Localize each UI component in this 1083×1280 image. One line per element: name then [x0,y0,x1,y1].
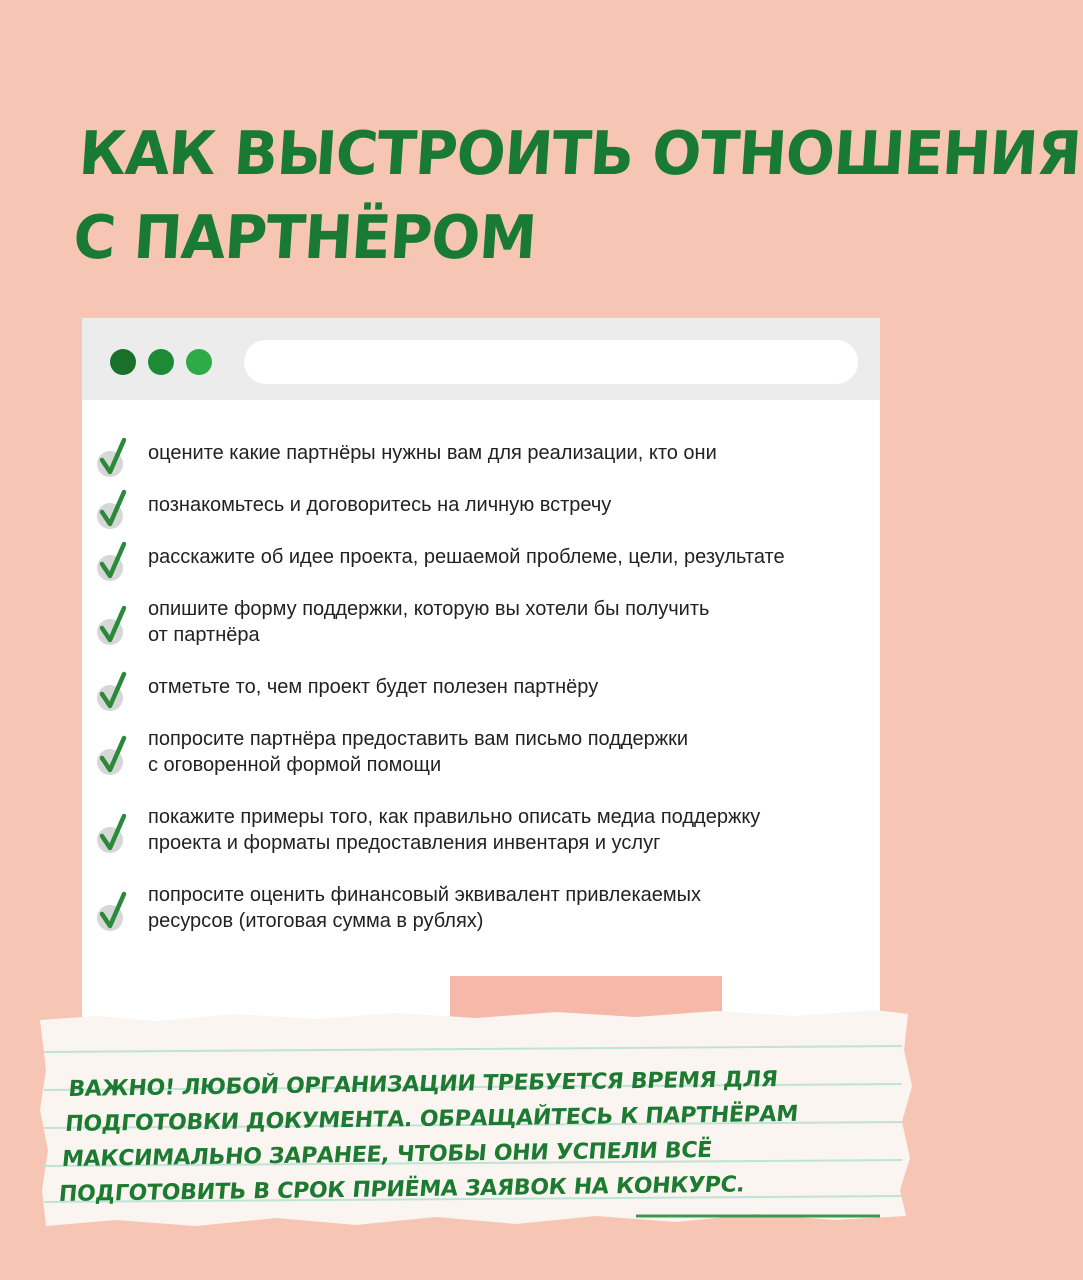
checklist-item-text: попросите оценить финансовый эквивалент привлекаемых ресурсов (итоговая сумма в рублях) [148,884,702,932]
checklist-item [148,440,878,466]
checklist-item [148,492,878,518]
checkmark-icon [96,604,136,648]
checklist-item [148,674,878,700]
checklist-item [148,882,878,934]
checklist-item [148,804,878,856]
page-title-line1: КАК ВЫСТРОИТЬ ОТНОШЕНИЯ [76,119,1083,189]
checkmark-icon [96,734,136,778]
checklist-item-text: опишите форму поддержки, которую вы хотели бы получить от партнёра [148,598,710,646]
checklist-item-text: познакомьтесь и договоритесь на личную встречу [148,494,612,516]
checkmark-icon [96,540,136,584]
checkmark-icon [96,670,136,714]
checklist-item [148,726,878,778]
checklist-item-text: отметьте то, чем проект будет полезен партнёру [148,676,599,698]
checklist-item [148,596,878,648]
checkmark-icon [96,436,136,480]
checkmark-icon [96,812,136,856]
checklist-item [148,544,878,570]
important-note-text: ВАЖНО! ЛЮБОЙ ОРГАНИЗАЦИИ ТРЕБУЕТСЯ ВРЕМЯ ДЛЯ ПОДГОТОВКИ ДОКУМЕНТА. ОБРАЩАЙТЕСЬ К ПАРТНЁРАМ МАКСИМАЛЬНО ЗАРАНЕЕ, ЧТОБЫ ОНИ УСПЕЛИ ВСЁ ПОДГОТОВИТЬ В СРОК ПРИЁМА ЗАЯВОК НА КОНКУРС. [57,1067,799,1207]
checklist-item-text: покажите примеры того, как правильно описать медиа поддержку проекта и форматы предоставления инвентаря и услуг [148,806,761,854]
checklist-item-text: оцените какие партнёры нужны вам для реализации, кто они [148,442,717,464]
checklist-item-text: расскажите об идее проекта, решаемой проблеме, цели, результате [148,546,785,568]
checkmark-icon [96,488,136,532]
checklist-item-text: попросите партнёра предоставить вам письмо поддержки с оговоренной формой помощи [148,728,689,776]
page-title-line2: С ПАРТНЁРОМ [71,203,539,273]
checkmark-icon [96,890,136,934]
